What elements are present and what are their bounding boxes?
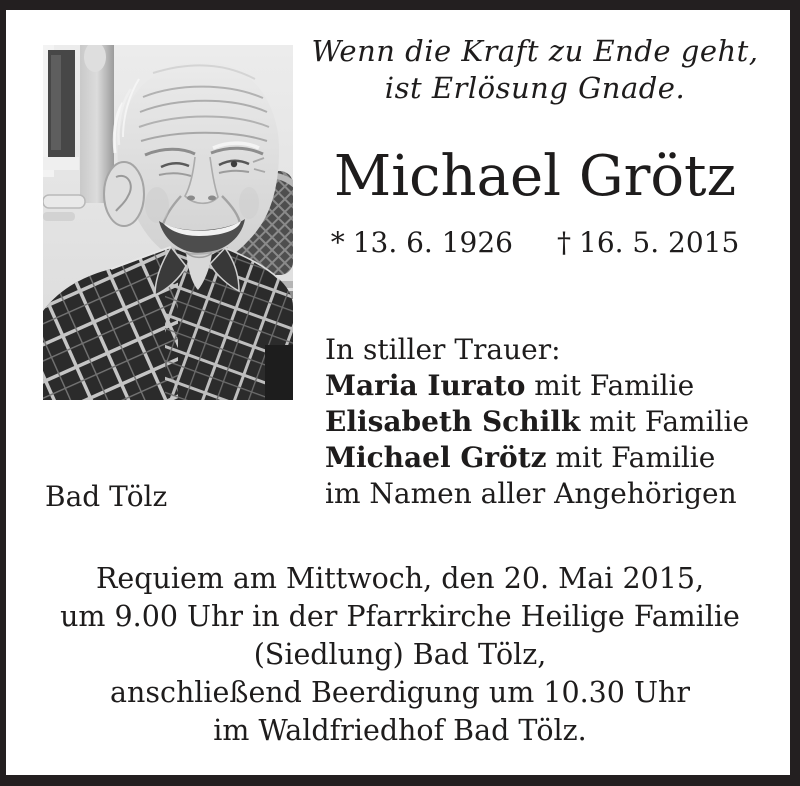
life-dates	[310, 226, 760, 260]
mourner-line	[325, 440, 749, 476]
mourner-suffix: mit Familie	[525, 369, 695, 402]
mourner-suffix: mit Familie	[580, 405, 750, 438]
mourner-name: Maria Iurato	[325, 369, 526, 402]
born-star-symbol: *	[330, 226, 345, 259]
mourner-line	[325, 368, 749, 404]
mourner-line	[325, 404, 749, 440]
place-label: Bad Tölz	[45, 480, 168, 513]
funeral-line: anschließend Beerdigung um 10.30 Uhr	[110, 676, 690, 709]
mourning-closing: im Namen aller Angehörigen	[325, 477, 737, 510]
mourner-name: Elisabeth Schilk	[325, 405, 581, 438]
epigraph-line-2: ist Erlösung Gnade.	[384, 71, 686, 105]
mourning-intro: In stiller Trauer:	[325, 333, 561, 366]
mourner-name: Michael Grötz	[325, 441, 547, 474]
epigraph-line-1: Wenn die Kraft zu Ende geht,	[311, 34, 759, 68]
death-date	[557, 226, 739, 260]
portrait-photo	[43, 45, 293, 400]
funeral-line: um 9.00 Uhr in der Pfarrkirche Heilige Familie	[60, 600, 740, 633]
deceased-name: Michael Grötz	[333, 144, 737, 209]
death-date-value: 16. 5. 2015	[579, 226, 740, 259]
birth-date	[331, 226, 513, 260]
mourning-block	[325, 332, 749, 512]
died-dagger-symbol: †	[557, 226, 571, 259]
funeral-line: Requiem am Mittwoch, den 20. Mai 2015,	[95, 562, 705, 595]
birth-date-value: 13. 6. 1926	[352, 226, 513, 259]
funeral-line: im Waldfriedhof Bad Tölz.	[213, 714, 587, 747]
mourner-suffix: mit Familie	[546, 441, 716, 474]
portrait-photo-svg	[43, 45, 293, 400]
epigraph	[310, 33, 760, 107]
funeral-line: (Siedlung) Bad Tölz,	[253, 638, 547, 671]
funeral-details	[8, 560, 792, 750]
